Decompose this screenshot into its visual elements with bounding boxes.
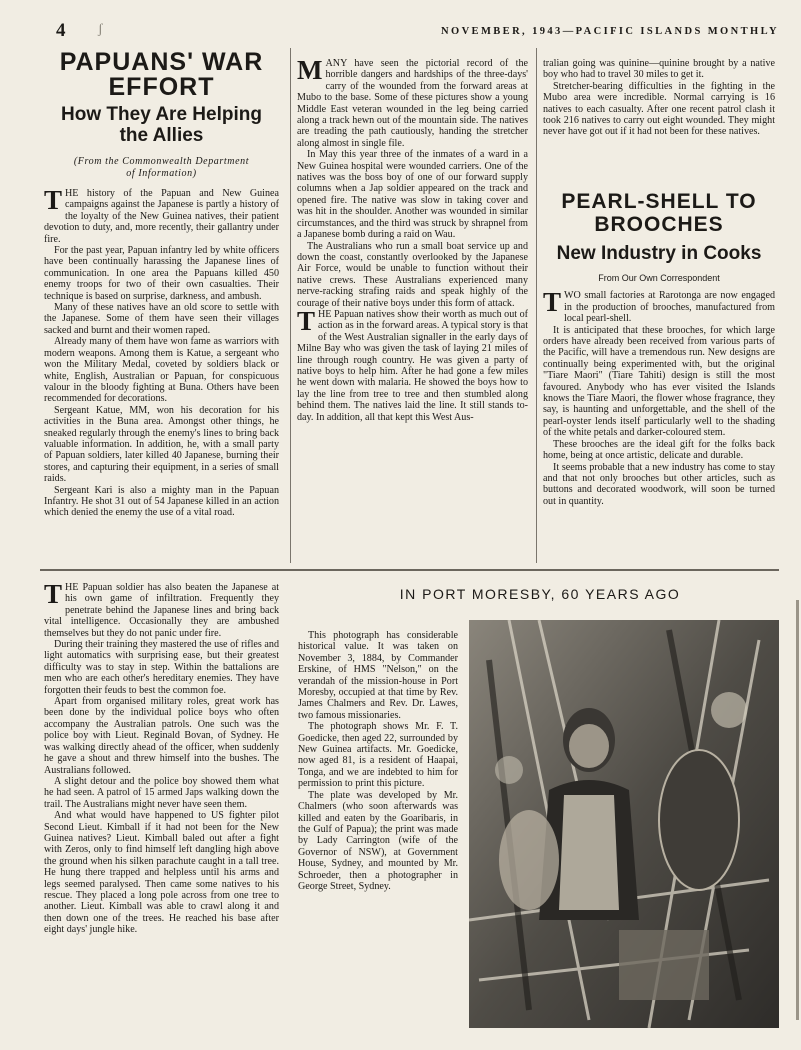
section-rule (40, 569, 779, 571)
article1-subtitle (44, 104, 279, 146)
paragraph (44, 776, 279, 810)
paragraph (44, 696, 279, 776)
paragraph (44, 302, 279, 336)
drop-cap: M (297, 58, 323, 85)
article3-body (298, 630, 458, 892)
paragraph-text: This photograph has considerable historical value. It was taken on November 3, 1884, by Commander Erskine, of HMS "Nelson," on the verandah of the mission-house in Port Moresby, occupied at that time by Rev. James Chalmers and Rev. Dr. Lawes, two famous missionaries. (298, 630, 458, 721)
paragraph (543, 462, 775, 508)
paragraph (44, 810, 279, 935)
article2-title-line2: BROOCHES (594, 213, 724, 236)
paragraph (543, 58, 775, 81)
drop-cap: T (44, 185, 63, 215)
article1-byline (44, 156, 279, 180)
page-number: 4 (56, 20, 66, 41)
paragraph-text: For the past year, Papuan infantry led by white officers have been continually harassing the Japanese lines of communication. In one area the Papuans killed 450 enemy troops for two of their own casualties. Their technique is based on surprise, darkness, and ambush. (44, 245, 279, 302)
paragraph (44, 485, 279, 519)
paragraph-text: Apart from organised military roles, great work has been done by the individual police boys who often accompany the Australian patrols. One such was the police boy with Lieut. Reginald Bovan, of Sydney. He was walking directly ahead of the officer, when suddenly he gave a shout and threw himself into the bushes. The Australians followed. (44, 696, 279, 776)
header-pen-mark: ʃ (98, 22, 103, 37)
article1-subtitle-line1: How They Are Helping (61, 104, 262, 125)
paragraph (543, 325, 775, 439)
paragraph (297, 58, 528, 149)
article2-title-line1: PEARL-SHELL TO (561, 190, 757, 213)
paragraph-text: A slight detour and the police boy showed them what he had seen. A patrol of 15 armed Japs walking down the trail. The Australians might never have seen them. (44, 775, 279, 810)
article1-col3-body (543, 58, 775, 138)
running-head: NOVEMBER, 1943—PACIFIC ISLANDS MONTHLY (441, 26, 779, 37)
paragraph-text: During their training they mastered the use of rifles and light automatics with surprising ease, but their greatest difficulty was to stay in step. Within the battalions are men who are each other's hereditary enemies. They have forgotten their feuds to best the common foe. (44, 639, 279, 696)
article3-title: IN PORT MORESBY, 60 YEARS AGO (399, 586, 681, 602)
paragraph-text: WO small factories at Rarotonga are now engaged in the production of brooches, manufactured from local pearl-shell. (564, 290, 775, 325)
historic-photograph (469, 620, 779, 1028)
article2-byline: From Our Own Correspondent (598, 273, 720, 283)
paragraph (297, 305, 528, 423)
paragraph-text: tralian going was quinine—quinine brought by a native boy who had to travel 30 miles to get it. (543, 58, 775, 81)
article1-subtitle-line2: the Allies (119, 125, 204, 146)
paragraph (298, 721, 458, 789)
paragraph-text: It is anticipated that these brooches, for which large orders have already been received from various parts of the Pacific, will have a tremendous run. New designs are continually being experimented with, but the original "Tiare Maori" (Tiare Tahiti) design is still the most favoured. Anybody who has ever visited the Islands knows the Tiare Maori, the flower whose fragrance, they say, is haunting and unforgettable, and the shell of the pearl-oyster lends itself particularly well to the shading of the white petals and darker-coloured stem. (543, 324, 775, 439)
article1-col4-body (44, 582, 279, 936)
article1-col1-body (44, 185, 279, 519)
paragraph-text: Many of these natives have an old score to settle with the Japanese. Some of them have seen their villages sacked and burnt and their women raped. (44, 302, 279, 336)
paragraph-text: Stretcher-bearing difficulties in the fighting in the Mubo area were incredible. Normal carrying is 16 natives to each casualty. After one recent patrol clash it took 216 natives to carry out eight wounded. They might never have got out if it had not been for these natives. (543, 80, 775, 138)
paragraph (543, 439, 775, 462)
paragraph (44, 639, 279, 696)
article1-byline-line1: (From the Commonwealth Department (73, 156, 250, 167)
page-edge-mark (796, 600, 799, 1020)
article3-caption (298, 630, 458, 1045)
article1-col2-body (297, 58, 528, 423)
page-header (40, 22, 779, 42)
paragraph-text: Already many of them have won fame as warriors with modern weapons. Among them is Katue, a sergeant who won the Military Medal, coveted by soldiers black or white, English, Australian or Papuan, for conspicuous valour in the bloody fighting at Buna. Others have been recommended for decorations. (44, 336, 279, 405)
article1-byline-line2: of Information) (126, 168, 197, 179)
drop-cap: T (44, 582, 63, 609)
paragraph-text: HE Papuan natives show their worth as much out of action as in the forward areas. A typical story is that of the West Australian signaller in the early days of Milne Bay who was given the task of laying 21 miles of line through rough country. He was given a party of native boys to help him. After he had gone a few miles he went down with malaria. He showed the boys how to lay the line from tree to tree and then stumbled along behind them. The natives laid the line. It still stands to-day. In addition, all that kept this West Aus- (297, 308, 528, 423)
article1-title-line2: EFFORT (108, 73, 215, 101)
article1-column-4 (44, 582, 279, 1042)
article1-column-3 (543, 58, 775, 176)
paragraph (44, 405, 279, 485)
paragraph (44, 245, 279, 302)
article1-column-1 (44, 50, 279, 565)
paragraph (44, 185, 279, 245)
paragraph-text: HE Papuan soldier has also beaten the Japanese at his own game of infiltration. Frequently they penetrate behind the Japanese lines and bring back vital intelligence. Occasionally they are ambushed themselves but they do not panic under fire. (44, 582, 279, 639)
paragraph-text: The plate was developed by Mr. Chalmers (who soon afterwards was killed and eaten by the Goaribaris, in the Gulf of Papua); the print was made by Lady Carrington (wife of the Governor of NSW), at Government House, Sydney, and mounted by Mr. Schroeder, then a photographer in George Street, Sydney. (298, 789, 458, 892)
paragraph (44, 582, 279, 639)
article1-title-line1: PAPUANS' WAR (59, 50, 264, 76)
paragraph-text: HE history of the Papuan and New Guinea campaigns against the Japanese is partly a history of the loyalty of the New Guinea natives, their patient devotion to duty, and, more recently, their gallantry under fire. (44, 188, 279, 245)
article1-title (44, 50, 279, 100)
article2-body (543, 287, 775, 507)
paragraph-text: It seems probable that a new industry has come to stay and that not only brooches but other articles, such as buttons and decorated woodwork, will soon be turned out in quantity. (543, 461, 775, 507)
paragraph-text: In May this year three of the inmates of a ward in a New Guinea hospital were wounded carriers. One of the natives was the boss boy of one of our forward supply columns when a Jap soldier appeared on the track and opened fire. The native was slow in taking cover and was hit in the shoulder. Another was wounded in similar circumstances, and the third was struck by shrapnel from a Japanese bomb during a raid on Wau. (297, 149, 528, 241)
paragraph (297, 149, 528, 240)
paragraph (44, 336, 279, 404)
paragraph (297, 241, 528, 309)
paragraph (543, 81, 775, 138)
drop-cap: T (297, 305, 316, 336)
paragraph-text: The Australians who run a small boat service up and down the coast, constantly overlooked by the Japanese Air Force, would be unable to function without their native crews. These Australians experienced many nerve-racking strafing raids and speak highly of the courage of their native boys under this form of attack. (297, 240, 528, 309)
article2-subtitle: New Industry in Cooks (556, 243, 762, 264)
drop-cap: T (543, 287, 562, 318)
paragraph-text: ANY have seen the pictorial record of the horrible dangers and hardships of the three-days' carry of the wounded from the forward areas at Mubo to the base. Some of these pictures show a young Middle East veteran wounded in the leg being carried along a track hewn out of the mountain side. The natives are treading the path cautiously, handing the stretcher along almost in single file. (297, 58, 528, 149)
column-rule (290, 48, 291, 563)
paragraph-text: These brooches are the ideal gift for the folks back home, being at once artistic, delicate and durable. (543, 438, 775, 462)
article2-column (543, 190, 775, 565)
paragraph-text: The photograph shows Mr. F. T. Goedicke, then aged 22, surrounded by New Guinea artifacts. Mr. Goedicke, now aged 81, is a resident of Haapai, Tonga, and we are indebted to him for permission to print this picture. (298, 721, 458, 790)
article2-title (543, 190, 775, 236)
photograph-image (469, 620, 779, 1028)
paragraph (543, 287, 775, 325)
paragraph-text: Sergeant Kari is also a mighty man in the Papuan Infantry. He shot 31 out of 54 Japanese killed in an action which denied the enemy the use of a vital road. (44, 484, 279, 519)
paragraph-text: And what would have happened to US fighter pilot Second Lieut. Kimball if it had not been for the New Guinea natives? Lieut. Kimball baled out after a fight with Zeros, only to find himself left dangling high above the ground when his silken parachute caught in a tall tree. He hung there trapped and helpless until his arms and legs seemed paralysed. Then came some natives to his rescue. They placed a long pole across from one tree to another. Lieut. Kimball was able to crawl along it and then down one of the trees. He reached his base after eight days' jungle hike. (44, 810, 279, 936)
paragraph (298, 630, 458, 721)
article1-column-2 (297, 58, 528, 563)
paragraph (298, 790, 458, 893)
paragraph-text: Sergeant Katue, MM, won his decoration for his activities in the Buna area. Amongst other things, he sneaked regularly through the enemy's lines to bring back valuable information. In addition, he, with a small party of Papuan soldiers, later killed 40 Japanese, burning their stores, and capturing their equipment, in a series of small raids. (44, 404, 279, 485)
column-rule (536, 48, 537, 563)
